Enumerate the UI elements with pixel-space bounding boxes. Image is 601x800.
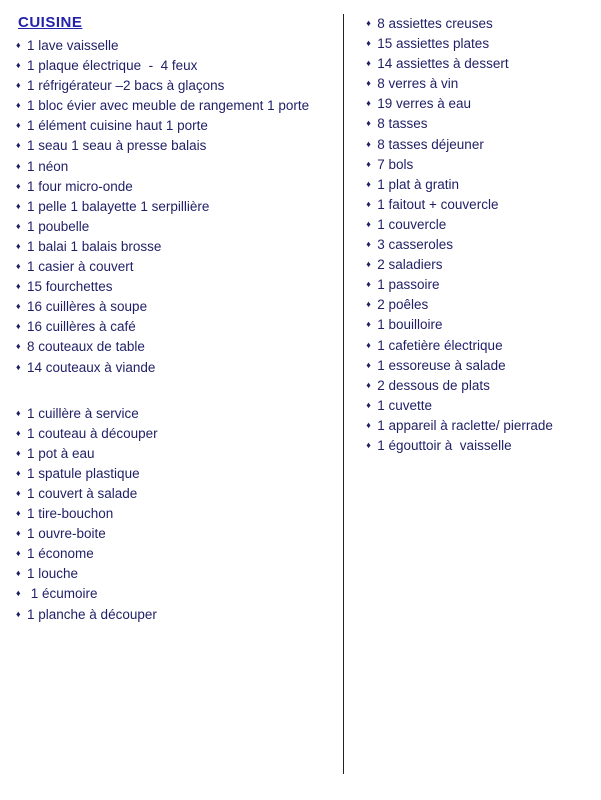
diamond-bullet-icon: ♦ <box>16 407 21 418</box>
list-group-spacer <box>16 378 343 404</box>
list-item <box>366 155 591 175</box>
list-item <box>366 215 591 235</box>
list-item-label: 1 louche <box>27 566 79 582</box>
list-item-label: 1 planche à découper <box>27 606 157 622</box>
list-item-label: 8 assiettes creuses <box>377 16 493 31</box>
diamond-bullet-icon: ♦ <box>366 239 371 250</box>
diamond-bullet-icon: ♦ <box>16 608 21 619</box>
kitchen-inventory-list-left-top <box>16 36 343 378</box>
list-item-label: 1 néon <box>27 158 69 174</box>
diamond-bullet-icon: ♦ <box>366 178 371 189</box>
diamond-bullet-icon: ♦ <box>16 548 21 559</box>
list-item <box>366 135 591 155</box>
diamond-bullet-icon: ♦ <box>16 220 21 231</box>
list-item <box>16 484 343 504</box>
list-item-label: 1 faitout + couvercle <box>377 196 499 212</box>
diamond-bullet-icon: ♦ <box>366 259 371 270</box>
list-item <box>16 584 343 604</box>
list-item <box>16 404 343 424</box>
list-item <box>16 136 343 156</box>
list-item <box>366 175 591 195</box>
diamond-bullet-icon: ♦ <box>16 341 21 352</box>
list-item <box>366 436 591 456</box>
diamond-bullet-icon: ♦ <box>366 279 371 290</box>
list-item-label: 1 tire-bouchon <box>27 506 114 522</box>
list-item-label: 19 verres à eau <box>377 96 472 112</box>
list-item <box>16 464 343 484</box>
list-item <box>16 524 343 544</box>
list-item-label: 1 cuvette <box>377 397 433 413</box>
diamond-bullet-icon: ♦ <box>16 588 21 599</box>
list-item <box>16 76 343 96</box>
diamond-bullet-icon: ♦ <box>16 60 21 71</box>
list-item-label: 1 réfrigérateur –2 bacs à glaçons <box>27 78 225 94</box>
list-item <box>16 564 343 584</box>
list-item-label: 1 seau 1 seau à presse balais <box>27 138 207 154</box>
diamond-bullet-icon: ♦ <box>366 58 371 69</box>
list-item-label: 1 four micro-onde <box>27 178 133 194</box>
diamond-bullet-icon: ♦ <box>16 120 21 131</box>
list-item-label: 1 économe <box>27 546 94 562</box>
diamond-bullet-icon: ♦ <box>366 399 371 410</box>
list-item-label: 1 plaque électrique - 4 feux <box>27 58 198 74</box>
list-item-label: 1 bouilloire <box>377 317 443 333</box>
list-item <box>16 337 343 357</box>
list-item-label: 14 couteaux à viande <box>27 359 156 375</box>
list-item-label: 1 pelle 1 balayette 1 serpillière <box>27 198 210 214</box>
list-item <box>16 96 343 116</box>
list-item-label: 1 cuillère à service <box>27 405 139 421</box>
list-item-label: 16 cuillères à café <box>27 319 136 335</box>
list-item <box>16 197 343 217</box>
diamond-bullet-icon: ♦ <box>16 301 21 312</box>
list-item-label: 1 cafetière électrique <box>377 337 503 353</box>
left-column <box>10 14 343 625</box>
list-item-label: 1 couvercle <box>377 216 447 232</box>
list-item-label: 1 essoreuse à salade <box>377 357 506 373</box>
list-item-label: 1 appareil à raclette/ pierrade <box>377 417 553 433</box>
list-item-label: 1 pot à eau <box>27 445 95 461</box>
list-item <box>16 177 343 197</box>
list-item <box>366 34 591 54</box>
diamond-bullet-icon: ♦ <box>16 508 21 519</box>
diamond-bullet-icon: ♦ <box>366 379 371 390</box>
list-item-label: 1 casier à couvert <box>27 259 134 275</box>
list-item-label: 8 verres à vin <box>377 76 459 92</box>
diamond-bullet-icon: ♦ <box>16 487 21 498</box>
list-item <box>366 114 591 134</box>
diamond-bullet-icon: ♦ <box>16 467 21 478</box>
diamond-bullet-icon: ♦ <box>366 18 371 28</box>
right-column <box>344 14 591 456</box>
list-item <box>16 116 343 136</box>
list-item <box>16 297 343 317</box>
diamond-bullet-icon: ♦ <box>16 140 21 151</box>
kitchen-inventory-list-left-bottom <box>16 404 343 625</box>
list-item-label: 1 plat à gratin <box>377 176 460 192</box>
list-item <box>366 94 591 114</box>
diamond-bullet-icon: ♦ <box>366 339 371 350</box>
list-item-label: 8 couteaux de table <box>27 339 145 355</box>
list-item <box>16 56 343 76</box>
list-item <box>16 237 343 257</box>
list-item-label: 2 poêles <box>377 297 429 313</box>
diamond-bullet-icon: ♦ <box>16 321 21 332</box>
list-item-label: 1 élément cuisine haut 1 porte <box>27 118 208 134</box>
diamond-bullet-icon: ♦ <box>366 78 371 89</box>
list-item <box>366 255 591 275</box>
list-item <box>16 504 343 524</box>
list-item <box>366 74 591 94</box>
list-item <box>366 275 591 295</box>
diamond-bullet-icon: ♦ <box>16 240 21 251</box>
list-item-label: 1 écumoire <box>27 586 98 602</box>
list-item-label: 1 ouvre-boite <box>27 526 106 542</box>
list-item <box>366 54 591 74</box>
two-column-layout <box>10 14 591 800</box>
list-item <box>366 376 591 396</box>
diamond-bullet-icon: ♦ <box>16 180 21 191</box>
list-item-label: 1 égouttoir à vaisselle <box>377 437 512 453</box>
diamond-bullet-icon: ♦ <box>16 427 21 438</box>
list-item-label: 14 assiettes à dessert <box>377 56 509 72</box>
list-item-label: 1 couvert à salade <box>27 485 138 501</box>
diamond-bullet-icon: ♦ <box>366 319 371 330</box>
list-item <box>16 358 343 378</box>
list-item <box>16 217 343 237</box>
list-item <box>16 36 343 56</box>
list-item-label: 15 fourchettes <box>27 279 113 295</box>
diamond-bullet-icon: ♦ <box>366 118 371 129</box>
diamond-bullet-icon: ♦ <box>16 261 21 272</box>
diamond-bullet-icon: ♦ <box>16 528 21 539</box>
list-item-label: 7 bols <box>377 156 414 172</box>
list-item <box>16 444 343 464</box>
diamond-bullet-icon: ♦ <box>16 40 21 50</box>
list-item <box>16 317 343 337</box>
kitchen-inventory-list-right <box>366 14 591 456</box>
list-item <box>366 295 591 315</box>
diamond-bullet-icon: ♦ <box>366 359 371 370</box>
list-item-label: 3 casseroles <box>377 237 454 253</box>
diamond-bullet-icon: ♦ <box>366 98 371 109</box>
diamond-bullet-icon: ♦ <box>366 419 371 430</box>
list-item-label: 1 spatule plastique <box>27 465 140 481</box>
diamond-bullet-icon: ♦ <box>366 138 371 149</box>
list-item <box>16 605 343 625</box>
list-item-label: 15 assiettes plates <box>377 36 490 52</box>
list-item <box>366 396 591 416</box>
diamond-bullet-icon: ♦ <box>16 80 21 91</box>
list-item <box>366 416 591 436</box>
diamond-bullet-icon: ♦ <box>366 299 371 310</box>
list-item-label: 1 couteau à découper <box>27 425 158 441</box>
list-item <box>16 424 343 444</box>
list-item-label: 2 saladiers <box>377 257 443 273</box>
list-item <box>366 195 591 215</box>
list-item <box>366 14 591 34</box>
list-item <box>366 356 591 376</box>
diamond-bullet-icon: ♦ <box>366 38 371 49</box>
list-item-label: 1 passoire <box>377 277 440 293</box>
diamond-bullet-icon: ♦ <box>366 198 371 209</box>
list-item-label: 1 bloc évier avec meuble de rangement 1 porte <box>27 98 310 114</box>
diamond-bullet-icon: ♦ <box>16 361 21 372</box>
list-item-label: 1 poubelle <box>27 218 90 234</box>
list-item-label: 8 tasses <box>377 116 428 132</box>
list-item <box>366 336 591 356</box>
diamond-bullet-icon: ♦ <box>366 218 371 229</box>
list-item <box>16 277 343 297</box>
diamond-bullet-icon: ♦ <box>16 568 21 579</box>
list-item <box>16 257 343 277</box>
list-item-label: 2 dessous de plats <box>377 377 490 393</box>
diamond-bullet-icon: ♦ <box>16 200 21 211</box>
list-item-label: 1 balai 1 balais brosse <box>27 238 162 254</box>
list-item-label: 8 tasses déjeuner <box>377 136 484 152</box>
list-item <box>366 235 591 255</box>
diamond-bullet-icon: ♦ <box>16 100 21 111</box>
list-item-label: 1 lave vaisselle <box>27 38 119 53</box>
diamond-bullet-icon: ♦ <box>366 158 371 169</box>
diamond-bullet-icon: ♦ <box>16 160 21 171</box>
diamond-bullet-icon: ♦ <box>366 439 371 450</box>
list-item <box>366 315 591 335</box>
diamond-bullet-icon: ♦ <box>16 281 21 292</box>
page-title: CUISINE <box>18 14 83 31</box>
list-item-label: 16 cuillères à soupe <box>27 299 148 315</box>
list-item <box>16 157 343 177</box>
list-item <box>16 544 343 564</box>
diamond-bullet-icon: ♦ <box>16 447 21 458</box>
